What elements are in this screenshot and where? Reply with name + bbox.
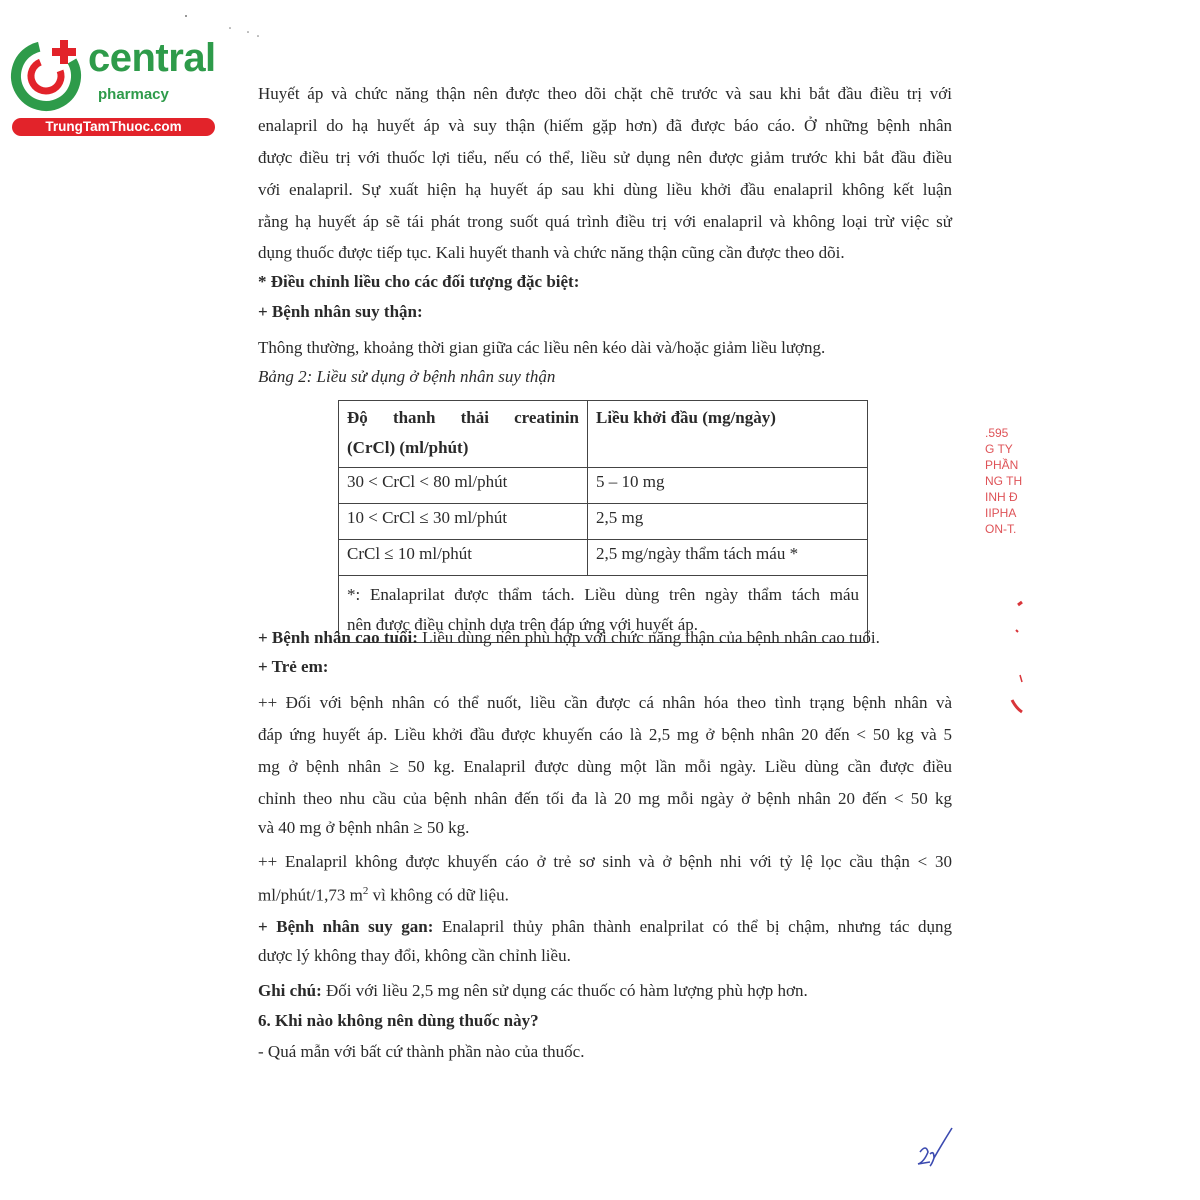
handwritten-initials-icon [912, 1122, 958, 1170]
crcl-cell: 10 < CrCl ≤ 30 ml/phút [339, 504, 588, 540]
table-caption: Bảng 2: Liều sử dụng ở bệnh nhân suy thận [258, 367, 556, 386]
crcl-cell: 30 < CrCl < 80 ml/phút [339, 468, 588, 504]
table-row [339, 468, 868, 504]
section-6-heading: 6. Khi nào không nên dùng thuốc này? [258, 1011, 539, 1030]
paragraph-line: mg ở bệnh nhân ≥ 50 kg. Enalapril được dùng một lần mỗi ngày. Liều dùng cần được điều [258, 757, 952, 776]
table-header-cell [339, 401, 588, 468]
paragraph-line: dụng thuốc được tiếp tục. Kali huyết thanh và chức năng thận cũng cần được theo dõi. [258, 243, 845, 262]
children-heading: + Trẻ em: [258, 657, 329, 676]
stamp-line: ON-T. [985, 522, 1017, 536]
gfr-unit-superscript: 2 [362, 885, 369, 897]
logo-website-link[interactable]: TrungTamThuoc.com [12, 118, 215, 136]
elderly-label: + Bệnh nhân cao tuổi: [258, 628, 418, 647]
paragraph-line: rằng hạ huyết áp sẽ tái phát trong suốt quá trình điều trị với enalapril và không loại trừ việc sử [258, 212, 952, 231]
stamp-line: G TY [985, 442, 1013, 456]
dose-cell: 2,5 mg/ngày thẩm tách máu * [588, 540, 868, 576]
stamp-line: INH Đ [985, 490, 1018, 504]
table-row [339, 504, 868, 540]
stamp-line: NG TH [985, 474, 1023, 488]
paragraph-line: và 40 mg ở bệnh nhân ≥ 50 kg. [258, 818, 470, 837]
stamp-edge-marks [1000, 590, 1040, 720]
table-note-line: nên được điều chỉnh dựa trên đáp ứng với huyết áp. [347, 615, 699, 634]
header-crcl-label: Độ thanh thải creatinin [347, 408, 579, 427]
renal-impairment-heading: + Bệnh nhân suy thận: [258, 302, 423, 321]
stamp-line: PHẦN [985, 458, 1019, 472]
paragraph-line: đáp ứng huyết áp. Liều khởi đầu được khuyến cáo là 2,5 mg ở bệnh nhân 20 đến < 50 kg và 5 [258, 725, 952, 744]
section-6-text: - Quá mẫn với bất cứ thành phần nào của thuốc. [258, 1042, 585, 1061]
paragraph-line: Huyết áp và chức năng thận nên được theo dõi chặt chẽ trước và sau khi bắt đầu điều trị với [258, 84, 952, 103]
table-row [339, 540, 868, 576]
central-pharmacy-logo[interactable] [8, 36, 218, 136]
renal-dosage-table [338, 400, 868, 643]
paragraph-line [258, 881, 509, 906]
note-label: Ghi chú: [258, 981, 322, 1000]
stamp-line: IIPHA [985, 506, 1017, 520]
table-header-row [339, 401, 868, 468]
note-text: Đối với liều 2,5 mg nên sử dụng các thuốc có hàm lượng phù hợp hơn. [321, 981, 808, 1000]
pharmacy-cross-logo-icon [8, 36, 88, 116]
dose-cell: 5 – 10 mg [588, 468, 868, 504]
stamp-line: .595 [985, 426, 1009, 440]
table-note-line: *: Enalaprilat được thẩm tách. Liều dùng trên ngày thẩm tách máu [347, 585, 859, 604]
special-populations-heading: * Điều chỉnh liều cho các đối tượng đặc biệt: [258, 272, 580, 291]
paragraph-line: được điều trị với thuốc lợi tiểu, nếu có thể, liều sử dụng nên được giảm trước khi bắt đầu điều [258, 148, 952, 167]
scan-specks [180, 10, 280, 50]
header-dose-label: Liều khởi đầu (mg/ngày) [596, 408, 776, 427]
note-paragraph [258, 981, 808, 1001]
paragraph-line: ++ Đối với bệnh nhân có thể nuốt, liều cần được cá nhân hóa theo tình trạng bệnh nhân và [258, 693, 952, 712]
table-header-cell [588, 401, 868, 468]
hepatic-paragraph [258, 917, 952, 937]
crcl-cell: CrCl ≤ 10 ml/phút [339, 540, 588, 576]
elderly-paragraph [258, 628, 880, 648]
dose-cell: 2,5 mg [588, 504, 868, 540]
elderly-text: Liều dùng nên phù hợp với chức năng thận của bệnh nhân cao tuổi. [417, 628, 880, 647]
paragraph-line: enalapril do hạ huyết áp và suy thận (hiếm gặp hơn) đã được báo cáo. Ở những bệnh nhân [258, 116, 952, 135]
renal-impairment-text: Thông thường, khoảng thời gian giữa các liều nên kéo dài và/hoặc giảm liều lượng. [258, 338, 826, 357]
gfr-text: vì không có dữ liệu. [368, 885, 509, 905]
logo-brand-name: central [88, 36, 216, 80]
header-crcl-unit: (CrCl) (ml/phút) [347, 438, 469, 457]
paragraph-line: chỉnh theo nhu cầu của bệnh nhân đến tối đa là 20 mg mỗi ngày ở bệnh nhân 20 đến < 50 kg [258, 789, 952, 808]
company-stamp [985, 425, 1045, 537]
paragraph-line: dược lý không thay đổi, không cần chỉnh liều. [258, 946, 571, 965]
logo-tagline: pharmacy [98, 86, 169, 103]
hepatic-text: Enalapril thủy phân thành enalprilat có thể bị chậm, nhưng tác dụng [433, 917, 952, 936]
paragraph-line: ++ Enalapril không được khuyến cáo ở trẻ sơ sinh và ở bệnh nhi với tỷ lệ lọc cầu thận < 30 [258, 852, 952, 871]
paragraph-line: với enalapril. Sự xuất hiện hạ huyết áp sau khi dùng liều khởi đầu enalapril không kết luận [258, 180, 952, 199]
hepatic-label: + Bệnh nhân suy gan: [258, 917, 434, 936]
gfr-unit: ml/phút/1,73 m [258, 885, 363, 905]
